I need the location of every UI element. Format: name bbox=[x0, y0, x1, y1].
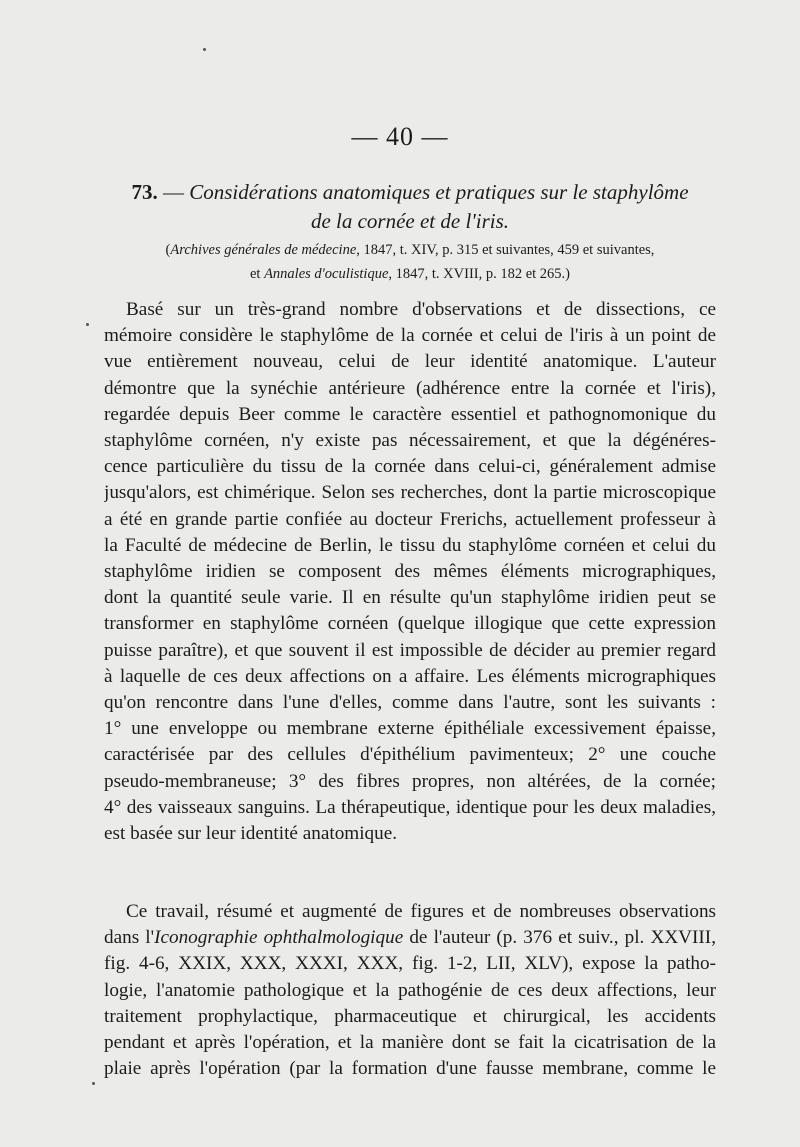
book-title: Iconographie ophthalmologique bbox=[154, 927, 404, 949]
text-line: qu'on rencontre dans l'une d'elles, comme dans l'autre, sont les suivants : bbox=[104, 692, 716, 714]
text-line: regardée depuis Beer comme le caractère essentiel et pathognomonique du bbox=[104, 403, 716, 425]
text-line: cence particulière du tissu de la cornée dans celui-ci, généralement admise bbox=[104, 456, 716, 478]
text-line: plaie après l'opération (par la formation d'une fausse membrane, comme le bbox=[104, 1058, 716, 1080]
entry-title bbox=[100, 178, 720, 236]
text-line: staphylôme iridien se composent des mêmes éléments micrographiques, bbox=[104, 561, 716, 583]
source-citation bbox=[100, 238, 720, 286]
paragraph-2 bbox=[104, 899, 716, 1082]
citation-journal-1: Archives générales de médecine bbox=[170, 242, 357, 258]
text-line: staphylôme cornéen, n'y existe pas nécessairement, et que la dégénéres- bbox=[104, 430, 716, 452]
page-number: — 40 — bbox=[351, 122, 449, 151]
text-line-with-title bbox=[104, 925, 716, 951]
citation-prefix-2: et bbox=[249, 266, 265, 282]
text-line: a été en grande partie confiée au docteur Frerichs, actuellement professeur à bbox=[104, 508, 716, 530]
text-line: à laquelle de ces deux affections on a affaire. Les éléments micrographiques bbox=[104, 665, 716, 687]
citation-journal-2: Annales d'oculistique bbox=[264, 266, 389, 282]
text-line: démontre que la synéchie antérieure (adhérence entre la cornée et l'iris), bbox=[104, 377, 716, 399]
text-line: Basé sur un très-grand nombre d'observations et de dissections, ce bbox=[126, 299, 716, 320]
citation-details-1: , 1847, t. XIV, p. 315 et suivantes, 459 et suivantes, bbox=[356, 242, 655, 258]
entry-dash: — bbox=[162, 180, 184, 204]
text-line: dont la quantité seule varie. Il en résulte qu'un staphylôme iridien peut se bbox=[104, 587, 716, 609]
ink-speck bbox=[203, 48, 206, 51]
text-line: mémoire considère le staphylôme de la cornée et celui de l'iris à un point de bbox=[104, 325, 716, 347]
text-line: puisse paraître), et que souvent il est impossible de décider au premier regard bbox=[104, 639, 716, 661]
entry-title-line2: de la cornée et de l'iris. bbox=[310, 209, 510, 233]
text-line: jusqu'alors, est chimérique. Selon ses recherches, dont la partie microscopique bbox=[104, 482, 716, 504]
text-line: logie, l'anatomie pathologique et la pathogénie de ces deux affections, leur bbox=[104, 979, 716, 1001]
text-line: 1° une enveloppe ou membrane externe épithéliale excessivement épaisse, bbox=[104, 718, 716, 740]
line-prefix: dans l' bbox=[104, 927, 155, 949]
citation-details-2: , 1847, t. XVIII, p. 182 et 265.) bbox=[388, 266, 571, 282]
text-line: pendant et après l'opération, et la manière dont se fait la cicatrisation de la bbox=[104, 1032, 716, 1054]
entry-title-line1: Considérations anatomiques et pratiques sur le staphylôme bbox=[189, 180, 689, 204]
ink-speck bbox=[86, 323, 89, 326]
text-line: caractérisée par des cellules d'épithélium pavimenteux; 2° une couche bbox=[104, 744, 716, 766]
text-line: fig. 4-6, XXIX, XXX, XXXI, XXX, fig. 1-2, LII, XLV), expose la patho- bbox=[104, 953, 716, 975]
citation-open-paren: ( bbox=[165, 242, 171, 258]
paragraph-1 bbox=[104, 297, 716, 847]
line-suffix: de l'auteur (p. 376 et suiv., pl. XXVIII, bbox=[403, 927, 716, 949]
text-line: Ce travail, résumé et augmenté de figures et de nombreuses observations bbox=[126, 901, 716, 922]
entry-number: 73. bbox=[131, 180, 158, 204]
text-line: 4° des vaisseaux sanguins. La thérapeutique, identique pour les deux maladies, bbox=[104, 796, 716, 818]
text-line: la Faculté de médecine de Berlin, le tissu du staphylôme cornéen et celui du bbox=[104, 534, 716, 556]
text-line: vue entièrement nouveau, celui de leur identité anatomique. L'auteur bbox=[104, 351, 716, 373]
text-line: pseudo-membraneuse; 3° des fibres propres, non altérées, de la cornée; bbox=[104, 770, 716, 792]
text-line: est basée sur leur identité anatomique. bbox=[104, 823, 398, 845]
ink-speck bbox=[92, 1082, 95, 1085]
text-line: transformer en staphylôme cornéen (quelque illogique que cette expression bbox=[104, 613, 716, 635]
text-line: traitement prophylactique, pharmaceutique et chirurgical, les accidents bbox=[104, 1005, 716, 1027]
